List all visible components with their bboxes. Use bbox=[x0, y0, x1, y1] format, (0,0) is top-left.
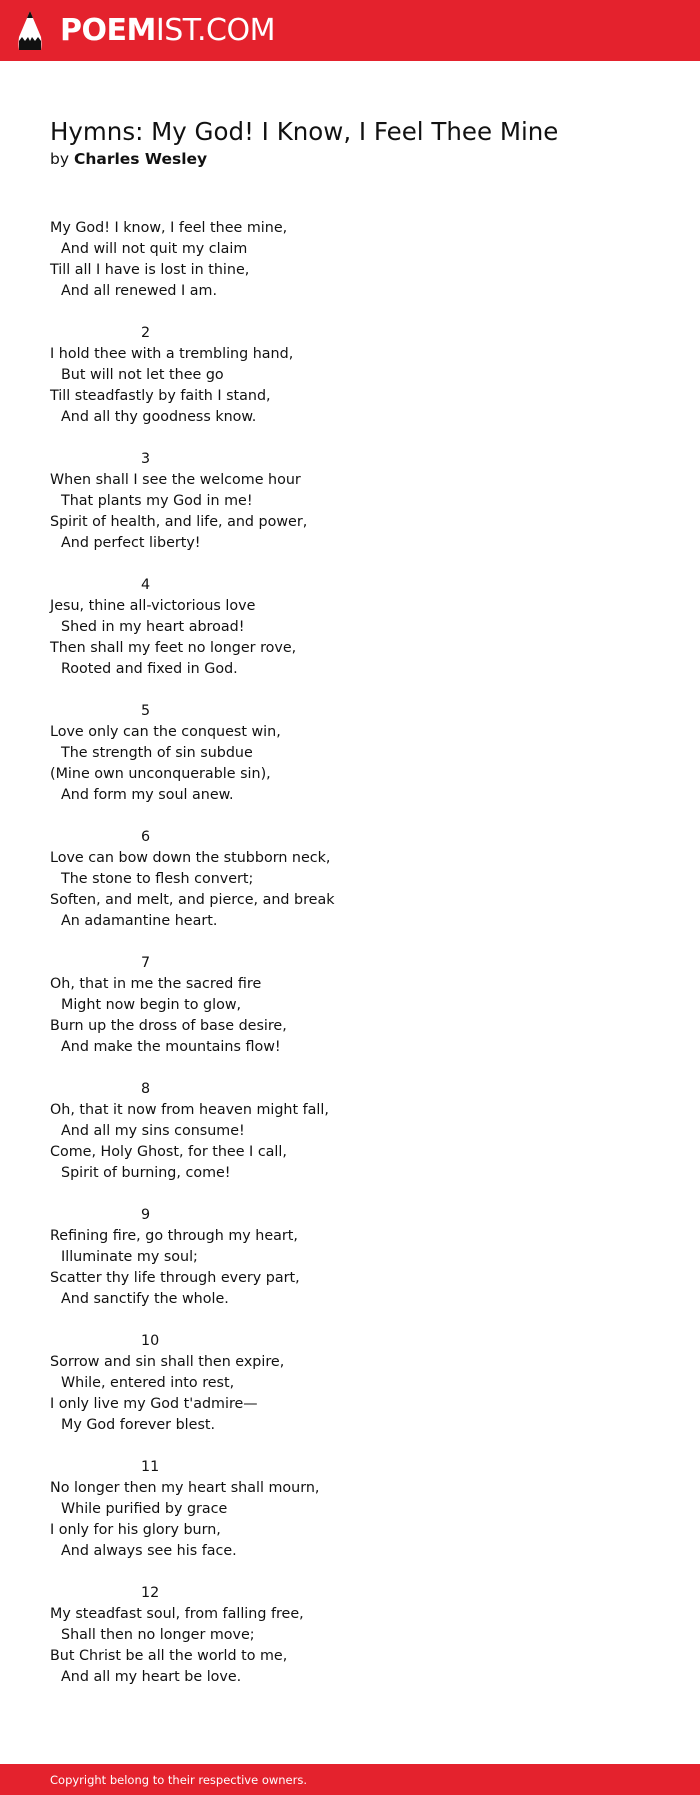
poem-line: And make the mountains flow! bbox=[61, 1039, 281, 1055]
poem-line: But Christ be all the world to me, bbox=[50, 1648, 288, 1664]
poem-line: Love can bow down the stubborn neck, bbox=[50, 850, 331, 866]
stanza-number: 10 bbox=[141, 1333, 160, 1349]
poem-line: And will not quit my claim bbox=[61, 241, 248, 257]
poem-line: Soften, and melt, and pierce, and break bbox=[50, 892, 335, 908]
stanza-gap bbox=[50, 428, 650, 449]
stanza-number: 12 bbox=[141, 1585, 160, 1601]
poem-line: Scatter thy life through every part, bbox=[50, 1270, 300, 1286]
poem-line: I hold thee with a trembling hand, bbox=[50, 346, 294, 362]
poem-line: Then shall my feet no longer rove, bbox=[50, 640, 297, 656]
poem-line: And form my soul anew. bbox=[61, 787, 234, 803]
site-footer bbox=[0, 1764, 700, 1795]
stanza bbox=[50, 1079, 650, 1184]
stanza bbox=[50, 1205, 650, 1310]
poem-line: Illuminate my soul; bbox=[61, 1249, 198, 1265]
byline-prefix: by bbox=[50, 150, 70, 168]
poem-line: And all my heart be love. bbox=[61, 1669, 242, 1685]
stanza bbox=[50, 218, 650, 302]
poem-line: The strength of sin subdue bbox=[61, 745, 253, 761]
poem-line: Love only can the conquest win, bbox=[50, 724, 281, 740]
poem-line: Shall then no longer move; bbox=[61, 1627, 255, 1643]
pen-nib-icon bbox=[16, 10, 44, 52]
poem-line: And all thy goodness know. bbox=[61, 409, 257, 425]
poem-line: Till all I have is lost in thine, bbox=[50, 262, 250, 278]
stanza-gap bbox=[50, 1310, 650, 1331]
logo-text-strong: POEM bbox=[60, 13, 156, 48]
poem-line: Sorrow and sin shall then expire, bbox=[50, 1354, 285, 1370]
stanza bbox=[50, 449, 650, 554]
poem-line: And always see his face. bbox=[61, 1543, 237, 1559]
poem-line: When shall I see the welcome hour bbox=[50, 472, 301, 488]
stanza-number: 11 bbox=[141, 1459, 160, 1475]
poem-line: Refining fire, go through my heart, bbox=[50, 1228, 298, 1244]
poem-line: Till steadfastly by faith I stand, bbox=[50, 388, 271, 404]
poem-line: Spirit of burning, come! bbox=[61, 1165, 231, 1181]
poem-line: Might now begin to glow, bbox=[61, 997, 242, 1013]
stanza bbox=[50, 701, 650, 806]
stanza-gap bbox=[50, 680, 650, 701]
stanza-number: 9 bbox=[141, 1207, 151, 1223]
site-logo-text bbox=[60, 10, 275, 52]
stanza-number: 5 bbox=[141, 703, 151, 719]
poem-line: But will not let thee go bbox=[61, 367, 224, 383]
stanza-gap bbox=[50, 1436, 650, 1457]
poem-line: While purified by grace bbox=[61, 1501, 228, 1517]
poem-line: Spirit of health, and life, and power, bbox=[50, 514, 308, 530]
stanza-gap bbox=[50, 1184, 650, 1205]
stanza-number: 4 bbox=[141, 577, 151, 593]
stanza bbox=[50, 1457, 650, 1562]
copyright-notice: Copyright belong to their respective owners. bbox=[50, 1773, 308, 1787]
poem-line: No longer then my heart shall mourn, bbox=[50, 1480, 320, 1496]
stanza-number: 2 bbox=[141, 325, 151, 341]
poem-line: While, entered into rest, bbox=[61, 1375, 235, 1391]
poem-line: And sanctify the whole. bbox=[61, 1291, 229, 1307]
poem-line: That plants my God in me! bbox=[61, 493, 253, 509]
poem-line: My God forever blest. bbox=[61, 1417, 216, 1433]
poem-title: Hymns: My God! I Know, I Feel Thee Mine bbox=[50, 117, 559, 146]
stanza bbox=[50, 1583, 650, 1688]
author-link[interactable]: Charles Wesley bbox=[73, 150, 208, 168]
stanza-gap bbox=[50, 1562, 650, 1583]
stanza bbox=[50, 1331, 650, 1436]
stanza-gap bbox=[50, 554, 650, 575]
poem-line: (Mine own unconquerable sin), bbox=[50, 766, 271, 782]
stanza-gap bbox=[50, 1058, 650, 1079]
poem-line: Jesu, thine all-victorious love bbox=[50, 598, 256, 614]
poem-line: And all my sins consume! bbox=[61, 1123, 245, 1139]
stanza-number: 7 bbox=[141, 955, 151, 971]
poem-line: And perfect liberty! bbox=[61, 535, 201, 551]
poem-line: My God! I know, I feel thee mine, bbox=[50, 220, 288, 236]
poem-line: Oh, that it now from heaven might fall, bbox=[50, 1102, 329, 1118]
stanza bbox=[50, 827, 650, 932]
stanza-number: 6 bbox=[141, 829, 151, 845]
stanza-gap bbox=[50, 302, 650, 323]
poem-line: I only for his glory burn, bbox=[50, 1522, 221, 1538]
logo-text-light: IST.COM bbox=[155, 13, 275, 48]
stanza-gap bbox=[50, 806, 650, 827]
poem-line: The stone to flesh convert; bbox=[61, 871, 254, 887]
stanza bbox=[50, 953, 650, 1058]
stanza bbox=[50, 323, 650, 428]
poem-line: I only live my God t'admire— bbox=[50, 1396, 258, 1412]
poem-line: Rooted and fixed in God. bbox=[61, 661, 238, 677]
poem-line: And all renewed I am. bbox=[61, 283, 218, 299]
poem-line: Oh, that in me the sacred fire bbox=[50, 976, 262, 992]
stanza-number: 8 bbox=[141, 1081, 151, 1097]
poem-line: An adamantine heart. bbox=[61, 913, 218, 929]
poem-body bbox=[50, 218, 650, 1688]
stanza bbox=[50, 575, 650, 680]
stanza-number: 3 bbox=[141, 451, 151, 467]
stanza-gap bbox=[50, 932, 650, 953]
poem-line: Shed in my heart abroad! bbox=[61, 619, 245, 635]
poem-line: My steadfast soul, from falling free, bbox=[50, 1606, 304, 1622]
site-logo[interactable] bbox=[16, 10, 275, 52]
site-header bbox=[0, 0, 700, 61]
poem-line: Come, Holy Ghost, for thee I call, bbox=[50, 1144, 287, 1160]
byline bbox=[50, 148, 207, 170]
poem-line: Burn up the dross of base desire, bbox=[50, 1018, 287, 1034]
